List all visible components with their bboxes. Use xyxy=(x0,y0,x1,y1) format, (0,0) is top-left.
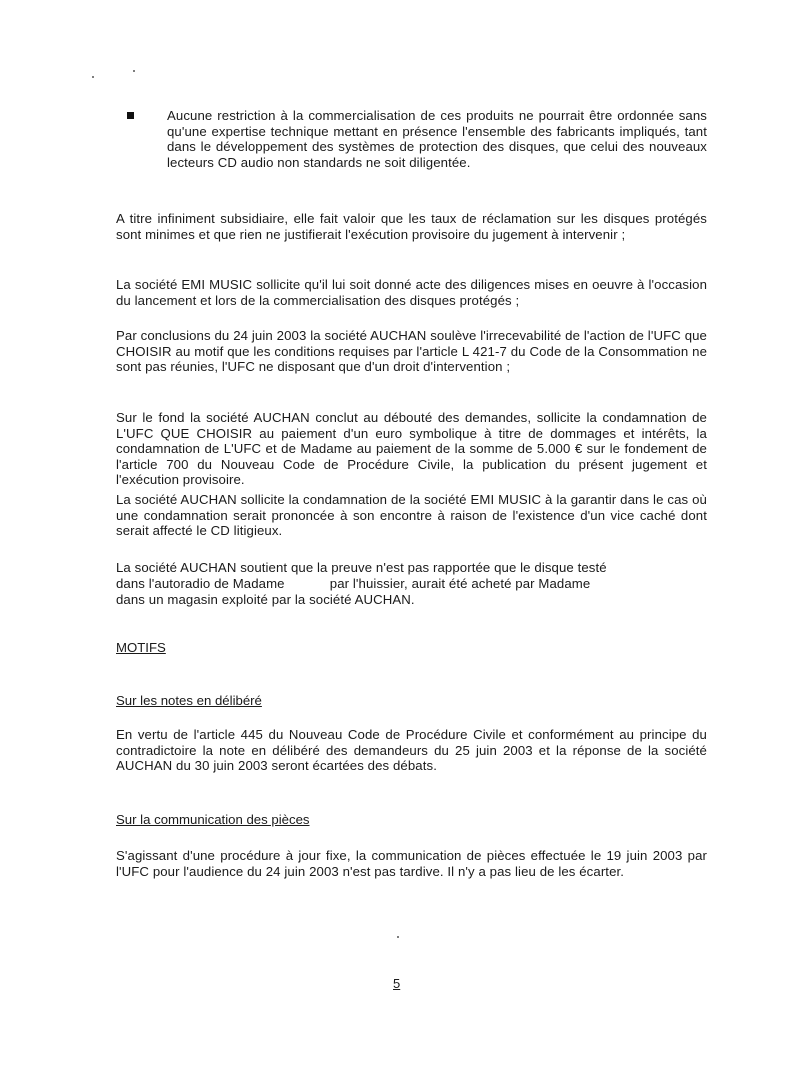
section-heading-pieces: Sur la communication des pièces xyxy=(116,812,310,827)
paragraph-preuve-line-3: dans un magasin exploité par la société AUCHAN. xyxy=(116,592,415,607)
paragraph-preuve-line-1: La société AUCHAN soutient que la preuve n'est pas rapportée que le disque testé xyxy=(116,560,607,575)
paragraph-pieces: S'agissant d'une procédure à jour fixe, la communication de pièces effectuée le 19 juin 2003 par l'UFC pour l'audience du 24 juin 2003 n'est pas tardive. Il n'y a pas lieu de les écarter. xyxy=(116,848,707,879)
scan-speck xyxy=(397,936,399,938)
paragraph-preuve-line-2: dans l'autoradio de Madame par l'huissier, aurait été acheté par Madame xyxy=(116,576,591,591)
scan-speck xyxy=(133,70,135,72)
paragraph-fond: Sur le fond la société AUCHAN conclut au débouté des demandes, sollicite la condamnation de L'UFC QUE CHOISIR au paiement d'un euro symbolique à titre de dommages et intérêts, la condamnation de L'UFC et de Madame au paiement de la somme de 5.000 € sur le fondement de l'article 700 du Nouveau Code de Procédure Civile, la publication du présent jugement et l'exécution provisoire. xyxy=(116,410,707,488)
scan-speck xyxy=(92,76,94,78)
paragraph-subsidiaire: A titre infiniment subsidiaire, elle fait valoir que les taux de réclamation sur les disques protégés sont minimes et que rien ne justifierait l'exécution provisoire du jugement à intervenir ; xyxy=(116,211,707,242)
paragraph-notes: En vertu de l'article 445 du Nouveau Code de Procédure Civile et conformément au principe du contradictoire la note en délibéré des demandeurs du 25 juin 2003 et la réponse de la société AUCHAN du 30 juin 2003 seront écartées des débats. xyxy=(116,727,707,774)
section-heading-notes: Sur les notes en délibéré xyxy=(116,693,262,708)
paragraph-emi-music: La société EMI MUSIC sollicite qu'il lui soit donné acte des diligences mises en oeuvre à l'occasion du lancement et lors de la commercialisation des disques protégés ; xyxy=(116,277,707,308)
page-number: 5 xyxy=(393,976,401,991)
bullet-paragraph: Aucune restriction à la commercialisation de ces produits ne pourrait être ordonnée sans qu'une expertise technique mettant en présence l'ensemble des fabricants impliqués, tant dans le développement des systèmes de protection des disques, que celui des nouveaux lecteurs CD audio non standards ne soit diligentée. xyxy=(167,108,707,170)
paragraph-garantie: La société AUCHAN sollicite la condamnation de la société EMI MUSIC à la garantir dans le cas où une condamnation serait prononcée à son encontre à raison de l'existence d'un vice caché dont serait affecté le CD litigieux. xyxy=(116,492,707,539)
paragraph-conclusions: Par conclusions du 24 juin 2003 la société AUCHAN soulève l'irrecevabilité de l'action de l'UFC que CHOISIR au motif que les conditions requises par l'article L 421-7 du Code de la Consommation ne sont pas réunies, l'UFC ne disposant que d'un droit d'intervention ; xyxy=(116,328,707,375)
bullet-square-icon xyxy=(127,112,134,119)
section-heading-motifs: MOTIFS xyxy=(116,640,166,655)
